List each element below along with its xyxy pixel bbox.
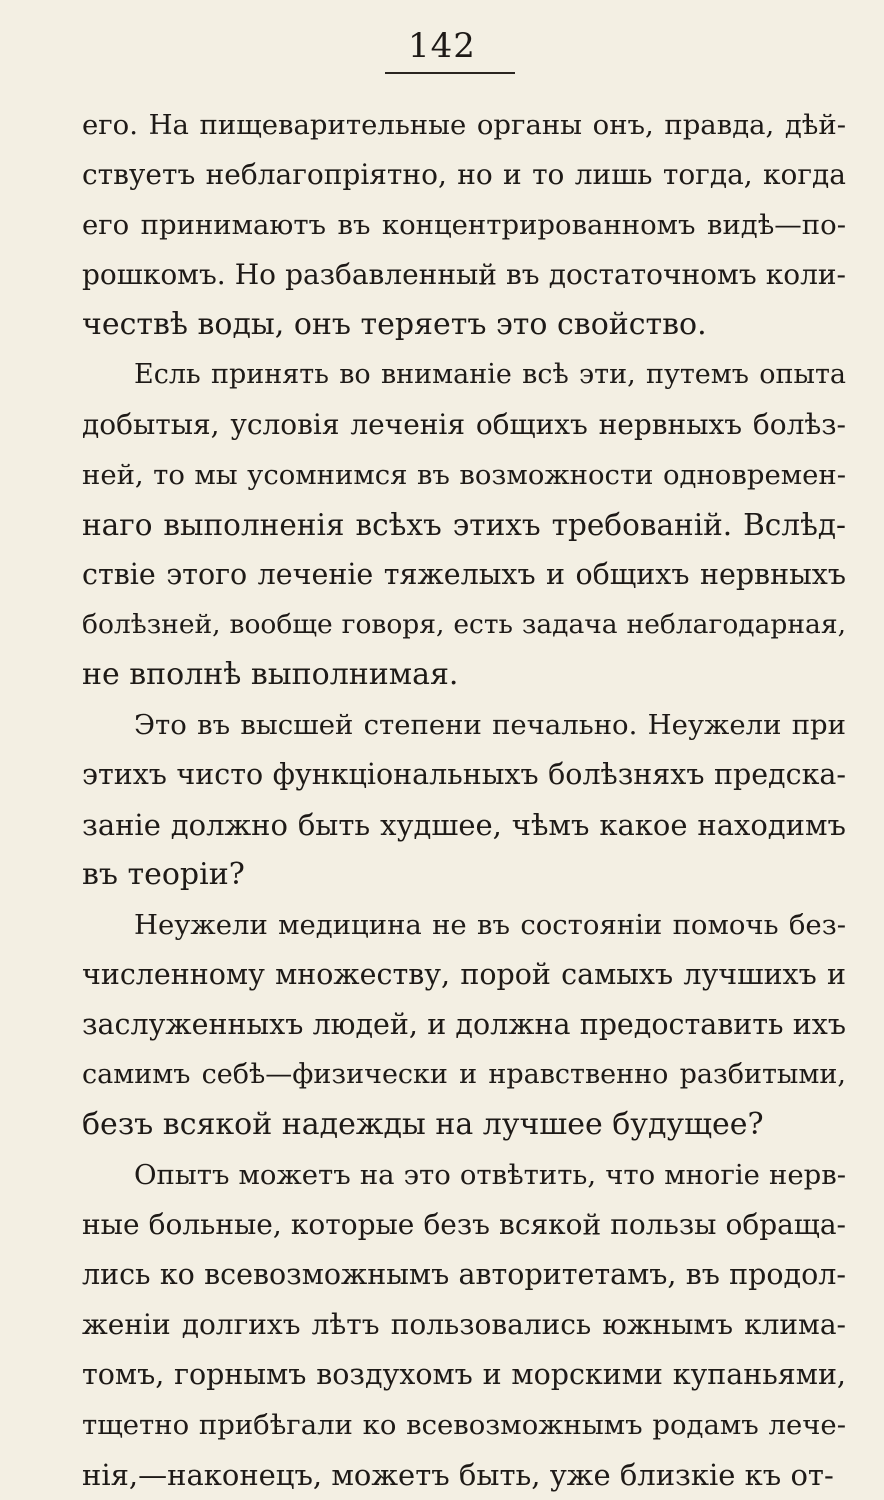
text-line: не вполнѣ выполнимая. bbox=[82, 657, 459, 692]
header-rule bbox=[385, 72, 515, 74]
text-line: чествѣ воды, онъ теряетъ это свойство. bbox=[82, 307, 707, 342]
text-line: заніе должно быть худшее, чѣмъ какое находимъ bbox=[82, 808, 846, 842]
text-line: рошкомъ. Но разбавленный въ достаточномъ коли- bbox=[82, 258, 846, 291]
text-line: Опытъ можетъ на это отвѣтить, что многіе нерв- bbox=[134, 1159, 846, 1191]
text-line: въ теоріи? bbox=[82, 857, 245, 892]
text-line: ные больные, которые безъ всякой пользы обраща- bbox=[82, 1208, 846, 1241]
text-line: томъ, горнымъ воздухомъ и морскими купаньями, bbox=[82, 1358, 846, 1391]
paragraph bbox=[82, 900, 846, 1150]
text-line: лись ко всевозможнымъ авторитетамъ, въ продол- bbox=[82, 1258, 846, 1291]
text-line: наго выполненія всѣхъ этихъ требованій. Вслѣд- bbox=[82, 508, 846, 542]
text-line: Неужели медицина не въ состояніи помочь без- bbox=[134, 909, 846, 941]
text-line: ней, то мы усомнимся въ возможности одновремен- bbox=[82, 459, 846, 491]
text-line: его принимаютъ въ концентрированномъ видѣ—по- bbox=[82, 209, 846, 241]
body-text bbox=[82, 100, 846, 1500]
text-line: этихъ чисто функціональныхъ болѣзняхъ предска- bbox=[82, 758, 846, 791]
text-line: нія,—наконецъ, можетъ быть, уже близкіе къ от- bbox=[82, 1458, 834, 1492]
text-line: самимъ себѣ—физически и нравственно разбитыми, bbox=[82, 1059, 846, 1090]
text-line: ствуетъ неблагопріятно, но и то лишь тогда, когда bbox=[82, 158, 846, 191]
text-line: ствіе этого леченіе тяжелыхъ и общихъ нервныхъ bbox=[82, 558, 846, 591]
text-line: заслуженныхъ людей, и должна предоставить ихъ bbox=[82, 1008, 846, 1041]
text-line: его. На пищеварительные органы онъ, правда, дѣй- bbox=[82, 109, 846, 141]
text-line: тщетно прибѣгали ко всевозможнымъ родамъ лече- bbox=[82, 1409, 846, 1441]
text-line: болѣзней, вообще говоря, есть задача неблагодарная, bbox=[82, 609, 846, 640]
paragraph bbox=[82, 350, 846, 700]
text-line: Есль принять во вниманіе всѣ эти, путемъ опыта bbox=[134, 359, 846, 390]
page-number: 142 bbox=[408, 26, 476, 66]
paragraph bbox=[82, 1150, 846, 1500]
paragraph bbox=[82, 700, 846, 900]
text-line: Это въ высшей степени печально. Неужели при bbox=[134, 709, 846, 741]
text-line: женіи долгихъ лѣтъ пользовались южнымъ клима- bbox=[82, 1308, 846, 1341]
text-line: безъ всякой надежды на лучшее будущее? bbox=[82, 1107, 764, 1142]
text-line: численному множеству, порой самыхъ лучшихъ и bbox=[82, 958, 846, 991]
paragraph bbox=[82, 100, 846, 350]
text-line: добытыя, условія леченія общихъ нервныхъ болѣз- bbox=[82, 408, 846, 441]
